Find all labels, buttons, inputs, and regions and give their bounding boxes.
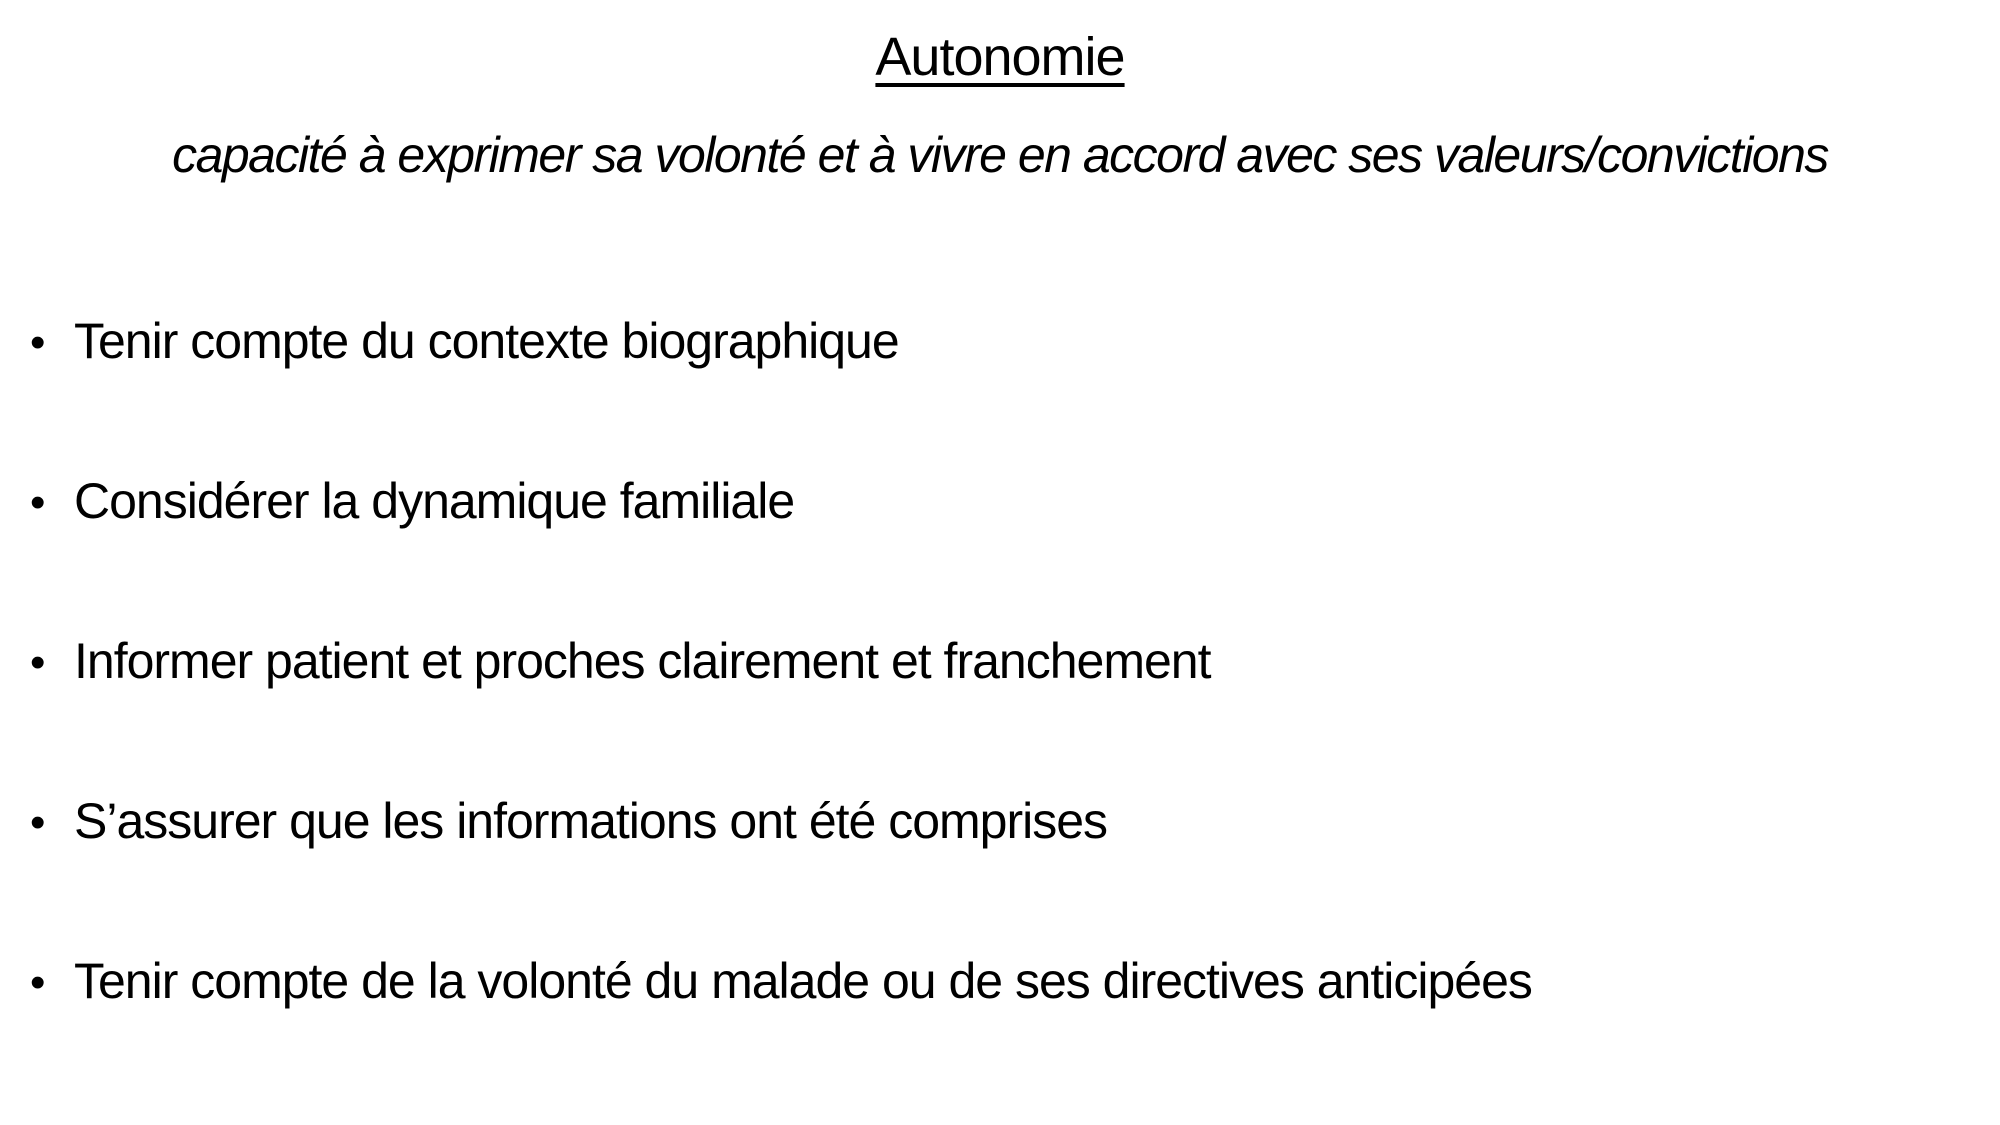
bullet-list bbox=[30, 312, 1960, 1112]
slide-title bbox=[0, 26, 2000, 88]
bullet-item bbox=[30, 312, 1960, 472]
bullet-item bbox=[30, 952, 1960, 1112]
bullet-text: Tenir compte du contexte biographique bbox=[74, 313, 899, 369]
bullet-marker: • bbox=[30, 798, 45, 847]
slide-subtitle: capacité à exprimer sa volonté et à vivre en accord avec ses valeurs/convictions bbox=[172, 127, 1828, 183]
bullet-marker: • bbox=[30, 478, 45, 527]
bullet-text: Considérer la dynamique familiale bbox=[74, 473, 795, 529]
bullet-item bbox=[30, 632, 1960, 792]
bullet-marker: • bbox=[30, 318, 45, 367]
slide-title-text: Autonomie bbox=[875, 27, 1125, 87]
bullet-marker: • bbox=[30, 638, 45, 687]
bullet-item bbox=[30, 472, 1960, 632]
bullet-item bbox=[30, 792, 1960, 952]
bullet-marker: • bbox=[30, 958, 45, 1007]
bullet-text: Informer patient et proches clairement et franchement bbox=[74, 633, 1211, 689]
bullet-text: S’assurer que les informations ont été comprises bbox=[74, 793, 1108, 849]
bullet-text: Tenir compte de la volonté du malade ou de ses directives anticipées bbox=[74, 953, 1532, 1009]
